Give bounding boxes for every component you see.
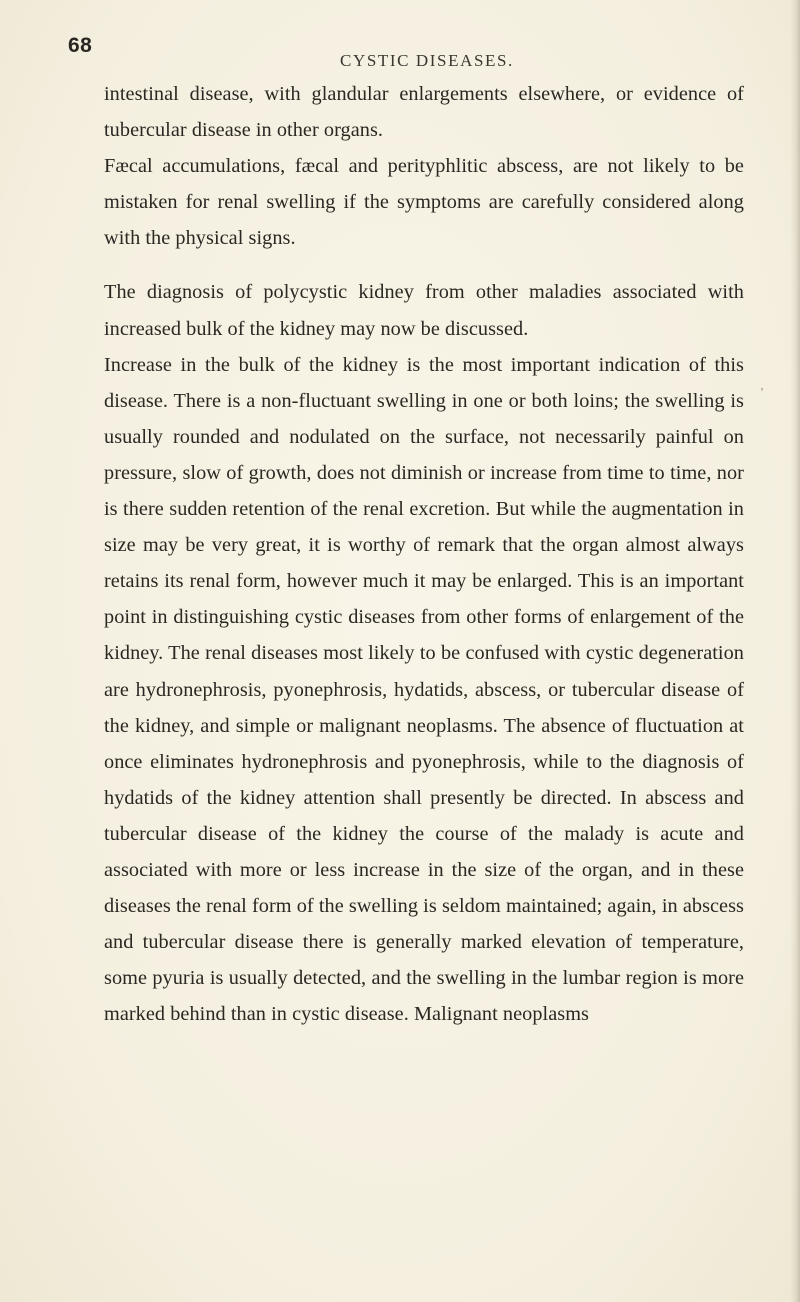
- running-title: CYSTIC DISEASES.: [340, 51, 514, 70]
- page-number: 68: [68, 34, 93, 57]
- page-edge-shadow: [790, 0, 800, 1302]
- section-gap: [104, 256, 744, 274]
- paragraph-faecal-accumulations: Fæcal accumulations, fæcal and perityphlitic abscess, are not likely to be mistaken for renal swelling if the symptoms are carefully considered along with the physical signs.: [104, 155, 744, 250]
- paragraph-diagnosis-intro: The diagnosis of polycystic kidney from other maladies associated with increased bulk of the kidney may now be discussed.: [104, 281, 744, 340]
- paragraph-continuation: intestinal disease, with glandular enlargements elsewhere, or evidence of tubercular disease in other organs.: [104, 83, 744, 142]
- margin-mark: ‚: [760, 378, 764, 392]
- page-header: [0, 34, 800, 70]
- paragraph-increase-in-bulk: Increase in the bulk of the kidney is the most important indication of this disease. There is a non-fluctuant swelling in one or both loins; the swelling is usually rounded and nodulated on the surface, not necessarily painful on pressure, slow of growth, does not diminish or increase from time to time, nor is there sudden retention of the renal excretion. But while the augmentation in size may be very great, it is worthy of remark that the organ almost always retains its renal form, however much it may be enlarged. This is an important point in distinguishing cystic diseases from other forms of enlargement of the kidney. The renal diseases most likely to be confused with cystic degeneration are hydronephrosis, pyonephrosis, hydatids, abscess, or tubercular disease of the kidney, and simple or malignant neoplasms. The absence of fluctuation at once eliminates hydronephrosis and pyonephrosis, while to the diagnosis of hydatids of the kidney attention shall presently be directed. In abscess and tubercular disease of the kidney the course of the malady is acute and associated with more or less increase in the size of the organ, and in these diseases the renal form of the swelling is seldom maintained; again, in abscess and tubercular disease there is generally marked elevation of temperature, some pyuria is usually detected, and the swelling in the lumbar region is more marked behind than in cystic disease. Malignant neoplasms: [104, 353, 744, 1026]
- body-text: [104, 76, 744, 1032]
